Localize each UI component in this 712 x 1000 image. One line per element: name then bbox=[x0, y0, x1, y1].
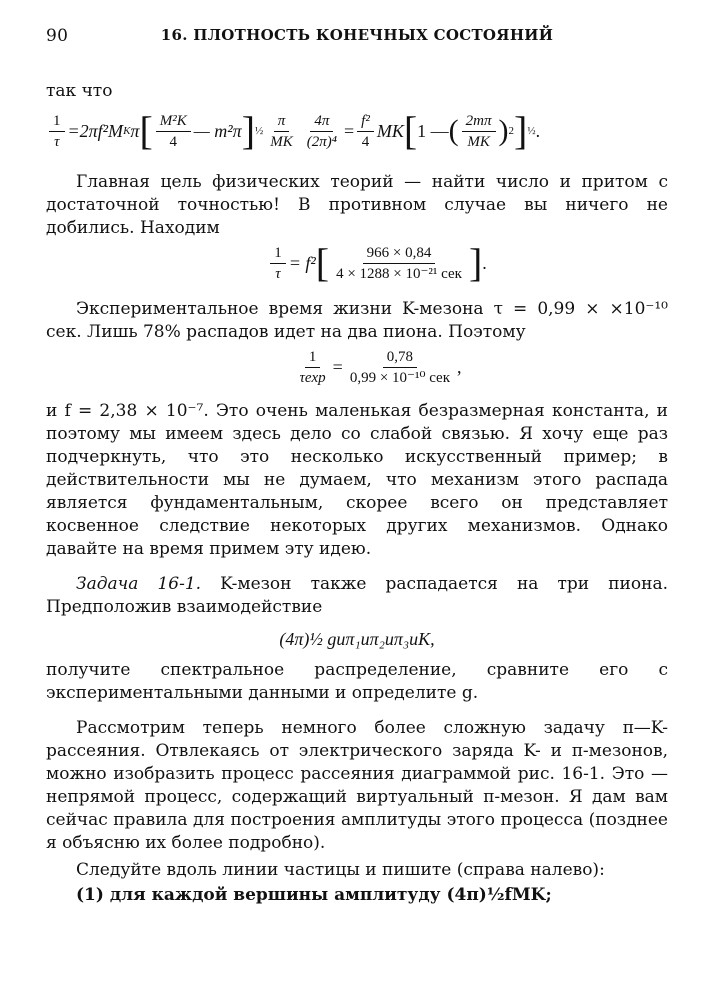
page bbox=[46, 26, 668, 907]
page-number: 90 bbox=[46, 26, 69, 46]
paragraph-2: Экспериментальное время жизни K-мезона τ = 0,99 × ×10⁻¹⁰ сек. Лишь 78% распадов идет на два пиона. Поэтому bbox=[46, 299, 668, 342]
equation-3: $\frac{1}{\tau\exp}$ = $\frac{0,78}{\text{0,99 × 10⁻¹⁰ сек}}$ , bbox=[299, 348, 462, 386]
paragraph-1: Главная цель физических теорий — найти число и притом с достаточной точностью! В противном случае вы ничего не добились. Находим bbox=[46, 172, 668, 238]
paragraph-3: и f = 2,38 × 10⁻⁷. Это очень маленькая безразмерная константа, и поэтому мы имеем здесь дело со слабой связью. Я хочу еще раз подчеркнуть, что это несколько искусственный пример; в действительности мы не думаем, что механизм этого распада является фундаментальным, скорее всего он представляет косвенное следствие некоторых других механизмов. Однако давайте на время примем эту идею. bbox=[46, 401, 668, 559]
rule-1: (1) для каждой вершины амплитуду (4π)½fMK; bbox=[76, 885, 552, 905]
paragraph-5: Рассмотрим теперь немного более сложную задачу π—K-рассеяния. Отвлекаясь от электрического заряда K- и π-мезонов, можно изобразить процесс рассеяния диаграммой рис. 16-1. Это — непрямой процесс, содержащий виртуальный π-мезон. Я дам вам сейчас правила для построения амплитуды этого процесса (позднее я объясню их более подробно). bbox=[46, 718, 668, 853]
task-text: K-мезон также распадается на три пиона. Предположив взаимодействие bbox=[46, 574, 668, 617]
paragraph-6: Следуйте вдоль линии частицы и пишите (справа налево): bbox=[76, 860, 605, 880]
equation-1: $\frac{1}{\tau}$ =2πf²M K π [ $\frac{\text{M²K}}{4}$ — m²π ] ½ $\frac{\pi}{MK}$ $\frac{4\pi}{\text{(2π)⁴}}$ = $\frac{\text{f²}}{4}$ MK [ 1 — ( $\frac{2m\pi}{MK}$ ) 2 ] ½ . bbox=[46, 103, 668, 159]
equation-4: (4π)½ guπ₁uπ₂uπ₃uK, bbox=[279, 628, 435, 649]
equation-2: $\frac{1}{\tau}$ = f² [ $\frac{966 \times 0,84}{\text{4 × 1288 × 10⁻²¹ сек}}$ ] . bbox=[86, 240, 668, 286]
eq1-lhs: $\frac{1}{\tau}$ bbox=[49, 112, 65, 151]
task-label: Задача 16-1. bbox=[76, 574, 202, 594]
running-title: 16. ПЛОТНОСТЬ КОНЕЧНЫХ СОСТОЯНИЙ bbox=[160, 26, 554, 44]
running-header bbox=[46, 26, 668, 52]
intro-text: так что bbox=[46, 81, 113, 101]
paragraph-4: получите спектральное распределение, сравните его с экспериментальными данными и определите g. bbox=[46, 660, 668, 703]
task-16-1 bbox=[46, 573, 668, 619]
